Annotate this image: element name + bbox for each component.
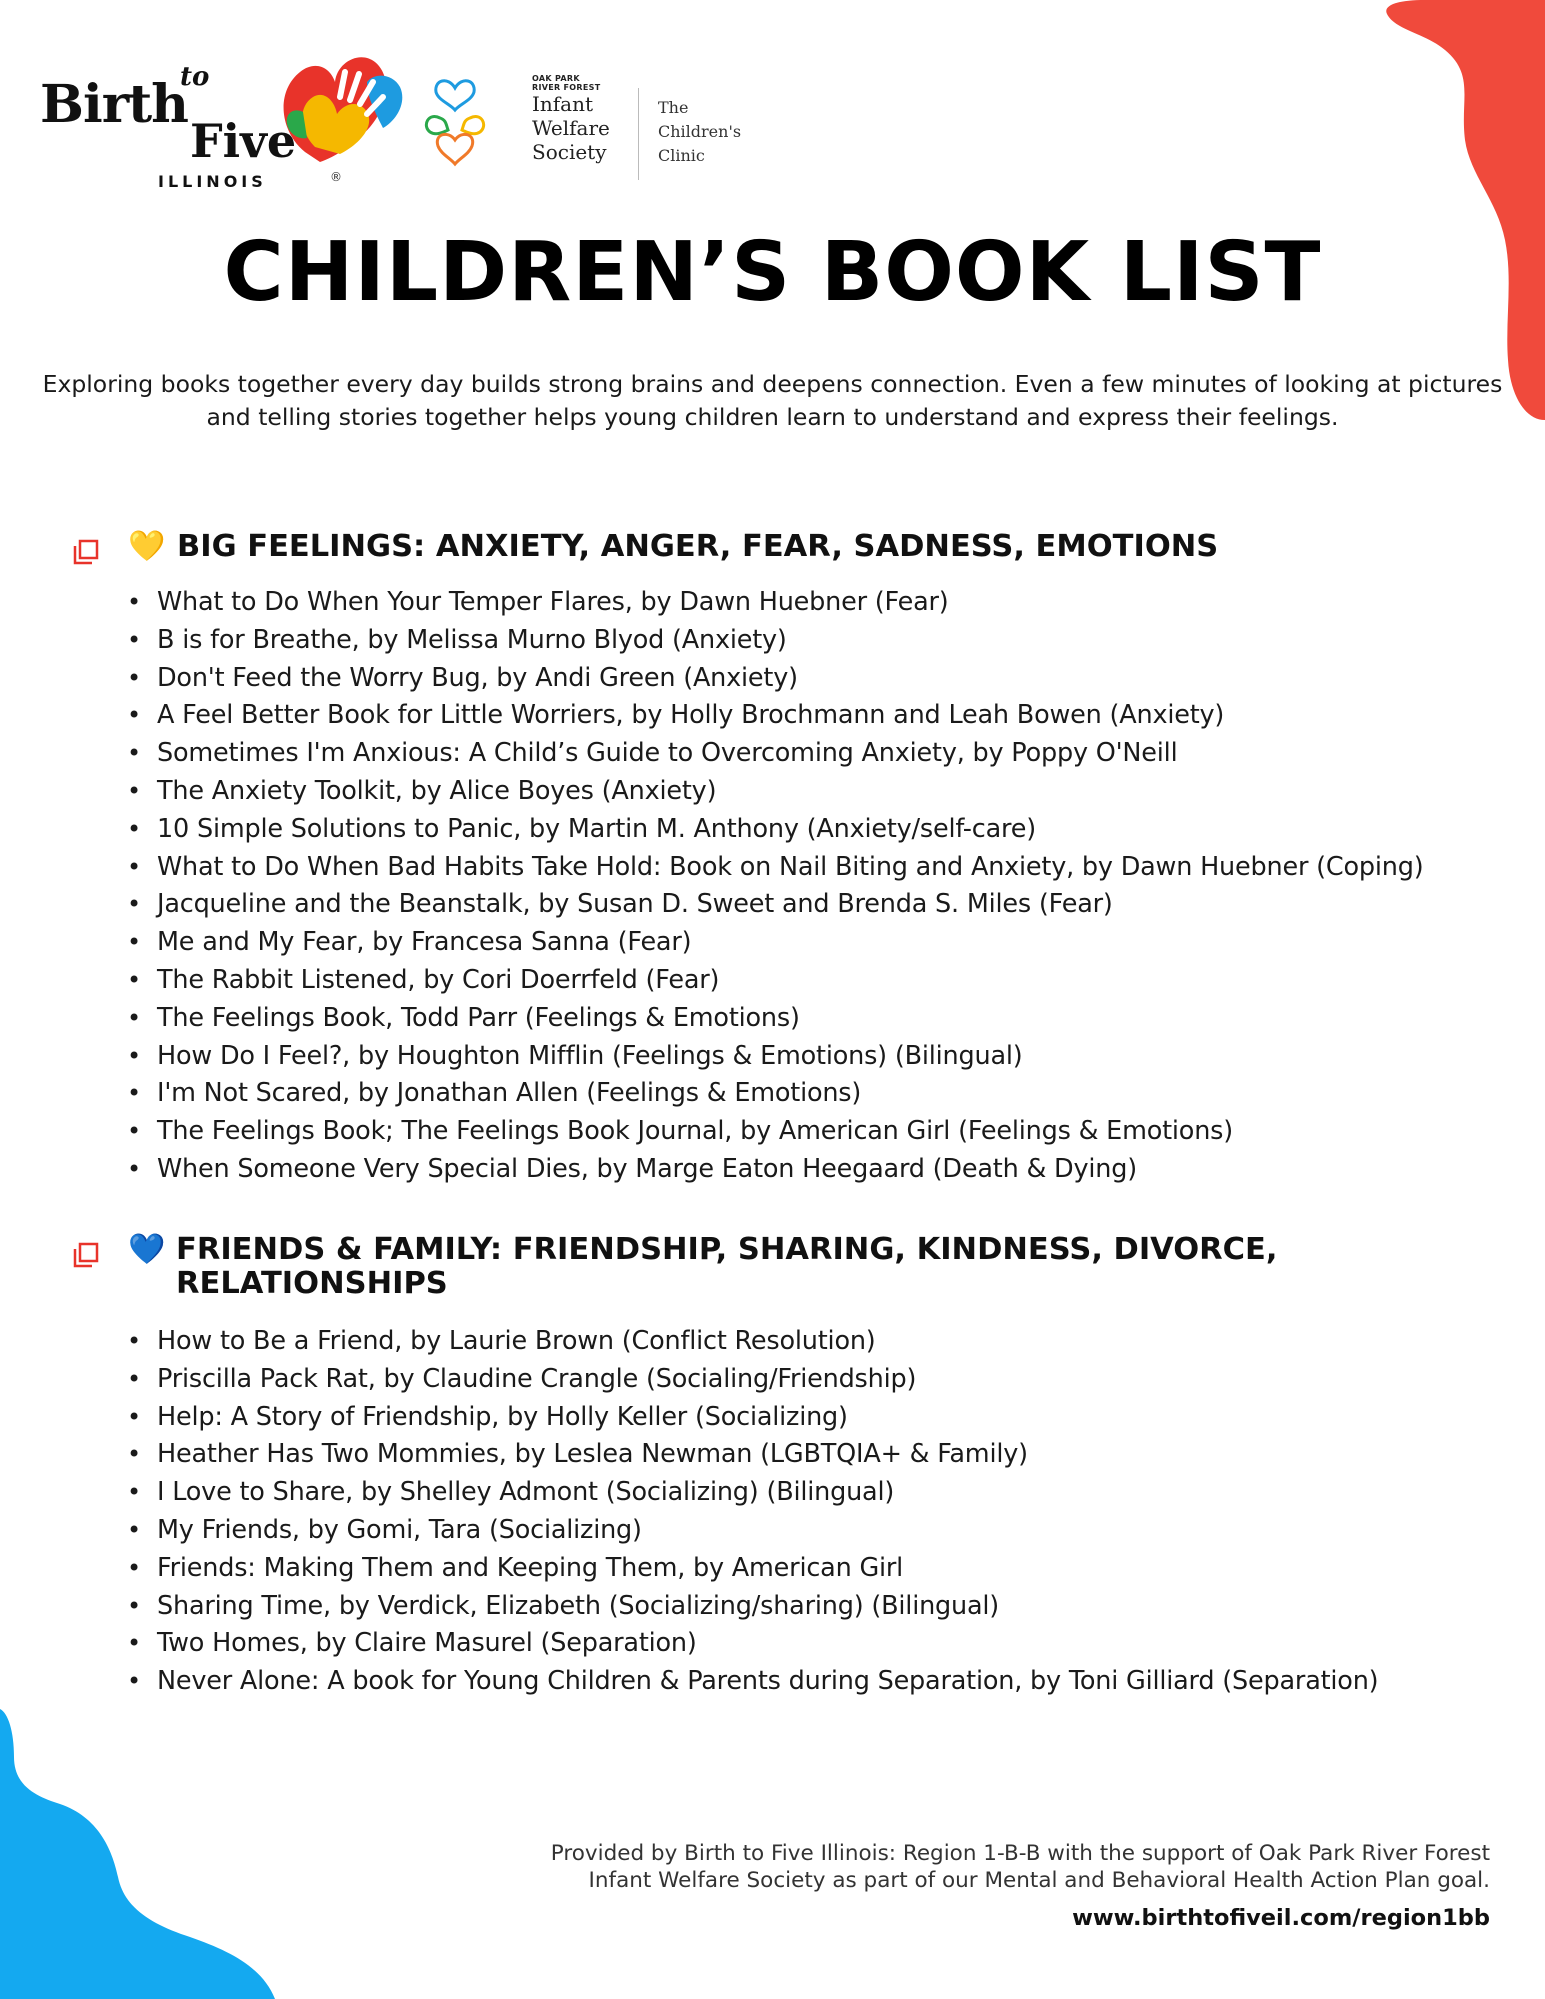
section-heading-text: BIG FEELINGS: ANXIETY, ANGER, FEAR, SADNESS, EMOTIONS — [177, 529, 1219, 564]
infant-welfare-society-logo — [420, 68, 760, 188]
list-item: • The Anxiety Toolkit, by Alice Boyes (Anxiety) — [127, 773, 1527, 811]
list-item: • Me and My Fear, by Francesa Sanna (Fear) — [127, 924, 1527, 962]
list-item: • What to Do When Your Temper Flares, by Dawn Huebner (Fear) — [127, 584, 1527, 622]
hearts-logo-icon — [420, 68, 490, 168]
list-item: • Never Alone: A book for Young Children & Parents during Separation, by Toni Gilliard (Separation) — [127, 1663, 1527, 1701]
clinic-name-line: Clinic — [658, 146, 705, 165]
blue-corner-blob — [0, 1709, 300, 1999]
list-item: • When Someone Very Special Dies, by Marge Eaton Heegaard (Death & Dying) — [127, 1151, 1527, 1189]
list-item: • A Feel Better Book for Little Worriers, by Holly Brochmann and Leah Bowen (Anxiety) — [127, 697, 1527, 735]
intro-paragraph: Exploring books together every day builds strong brains and deepens connection. Even a few minutes of looking at pictures and telling stories together helps young children learn to understand and express their feelings. — [42, 370, 1503, 431]
list-item: • I Love to Share, by Shelley Admont (Socializing) (Bilingual) — [127, 1474, 1527, 1512]
book-list-big-feelings — [127, 584, 1527, 1189]
book-list-friends-family — [127, 1323, 1527, 1701]
section-heading-big-feelings — [72, 530, 1472, 570]
ipws-small-caption — [532, 74, 600, 92]
logo-divider — [638, 88, 639, 180]
logo-text-birth: Birth — [40, 74, 188, 135]
registered-mark: ® — [330, 170, 342, 184]
list-item: • What to Do When Bad Habits Take Hold: Book on Nail Biting and Anxiety, by Dawn Huebner (Coping) — [127, 849, 1527, 887]
list-item: • The Feelings Book; The Feelings Book Journal, by American Girl (Feelings & Emotions) — [127, 1113, 1527, 1151]
list-item: • Two Homes, by Claire Masurel (Separation) — [127, 1625, 1527, 1663]
footer-credit-line: Provided by Birth to Five Illinois: Region 1-B-B with the support of Oak Park River Forest — [550, 1841, 1490, 1866]
list-item: • Sometimes I'm Anxious: A Child’s Guide to Overcoming Anxiety, by Poppy O'Neill — [127, 735, 1527, 773]
clinic-name-line: The — [658, 98, 689, 117]
logo-text-to: to — [180, 62, 210, 92]
list-item: • Don't Feed the Worry Bug, by Andi Green (Anxiety) — [127, 660, 1527, 698]
birth-to-five-logo — [40, 52, 380, 191]
list-item: • Help: A Story of Friendship, by Holly Keller (Socializing) — [127, 1399, 1527, 1437]
list-item: • How to Be a Friend, by Laurie Brown (Conflict Resolution) — [127, 1323, 1527, 1361]
red-corner-blob — [1125, 0, 1545, 420]
yellow-heart-icon: 💛 — [128, 529, 166, 564]
section-heading-text: FRIENDS & FAMILY: FRIENDSHIP, SHARING, KINDNESS, DIVORCE, RELATIONSHIPS — [176, 1232, 1278, 1301]
page-title: CHILDREN’S BOOK LIST — [223, 225, 1322, 320]
list-item: • The Rabbit Listened, by Cori Doerrfeld (Fear) — [127, 962, 1527, 1000]
ipws-caption-line: OAK PARK — [532, 74, 580, 83]
footer-credit — [390, 1840, 1490, 1894]
copy-square-icon — [72, 1241, 100, 1269]
footer-credit-line: Infant Welfare Society as part of our Mental and Behavioral Health Action Plan goal. — [588, 1868, 1490, 1893]
footer-url-link[interactable]: www.birthtofiveil.com/region1bb — [1072, 1905, 1490, 1931]
clinic-name-line: Children's — [658, 122, 742, 141]
list-item: • Heather Has Two Mommies, by Leslea Newman (LGBTQIA+ & Family) — [127, 1436, 1527, 1474]
ipws-name-line: Welfare — [532, 116, 610, 140]
list-item: • B is for Breathe, by Melissa Murno Blyod (Anxiety) — [127, 622, 1527, 660]
list-item: • 10 Simple Solutions to Panic, by Martin M. Anthony (Anxiety/self-care) — [127, 811, 1527, 849]
section-heading-friends-family — [72, 1233, 1472, 1309]
list-item: • How Do I Feel?, by Houghton Mifflin (Feelings & Emotions) (Bilingual) — [127, 1038, 1527, 1076]
logo-text-five: Five — [190, 114, 297, 168]
ipws-name-line: Society — [532, 140, 607, 164]
ipws-name — [532, 92, 610, 164]
list-item: • Sharing Time, by Verdick, Elizabeth (Socializing/sharing) (Bilingual) — [127, 1588, 1527, 1626]
list-item: • I'm Not Scared, by Jonathan Allen (Feelings & Emotions) — [127, 1075, 1527, 1113]
list-item: • Jacqueline and the Beanstalk, by Susan D. Sweet and Brenda S. Miles (Fear) — [127, 886, 1527, 924]
copy-square-icon — [72, 538, 100, 566]
blue-heart-icon: 💙 — [128, 1232, 166, 1267]
list-item: • My Friends, by Gomi, Tara (Socializing) — [127, 1512, 1527, 1550]
logo-text-illinois: ILLINOIS — [158, 172, 267, 191]
ipws-caption-line: RIVER FOREST — [532, 83, 601, 92]
ipws-name-line: Infant — [532, 92, 594, 116]
list-item: • Priscilla Pack Rat, by Claudine Crangle (Socialing/Friendship) — [127, 1361, 1527, 1399]
list-item: • Friends: Making Them and Keeping Them, by American Girl — [127, 1550, 1527, 1588]
childrens-clinic-name — [658, 96, 741, 168]
list-item: • The Feelings Book, Todd Parr (Feelings & Emotions) — [127, 1000, 1527, 1038]
